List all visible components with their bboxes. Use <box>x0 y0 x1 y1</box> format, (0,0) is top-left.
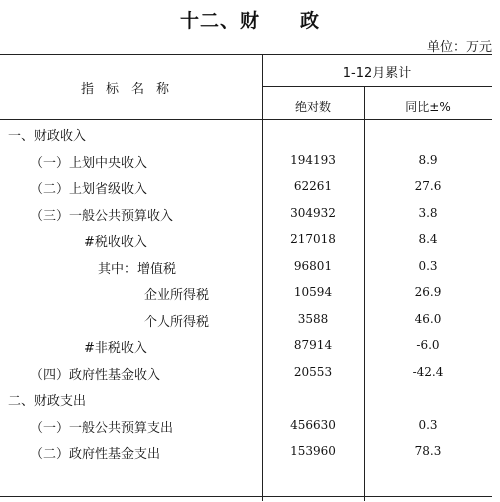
row-label: 二、财政支出 <box>8 394 87 409</box>
row-absolute: 87914 <box>293 338 333 352</box>
row-label: （一）一般公共预算支出 <box>30 420 174 436</box>
row-absolute: 10594 <box>293 285 333 299</box>
table-row <box>0 332 492 359</box>
row-absolute: 3588 <box>297 311 329 326</box>
row-absolute: 62261 <box>293 179 333 193</box>
row-absolute: 96801 <box>293 258 333 273</box>
row-absolute: 304932 <box>290 205 336 220</box>
row-label: （三）一般公共预算收入 <box>30 208 174 224</box>
row-yoy: 8.4 <box>418 232 438 246</box>
row-label: #税收收入 <box>84 235 147 250</box>
table-row <box>0 385 492 412</box>
table-row <box>0 173 492 200</box>
header-indicator-name: 指标名称 <box>80 82 181 97</box>
header-mid-rule <box>262 86 492 87</box>
row-label: 其中：增值税 <box>98 261 177 277</box>
row-yoy: 8.9 <box>418 152 438 167</box>
header-yoy: 同比±% <box>405 100 451 114</box>
table-row <box>0 226 492 253</box>
row-label: （四）政府性基金收入 <box>30 367 161 383</box>
row-label: #非税收入 <box>84 341 147 356</box>
unit-label: 单位：万元 <box>426 40 492 55</box>
row-absolute: 217018 <box>290 232 336 246</box>
table-bottom-rule <box>0 496 492 497</box>
row-absolute: 20553 <box>293 364 333 379</box>
table-row <box>0 147 492 174</box>
row-yoy: 0.3 <box>418 417 438 432</box>
row-label: （二）上划省级收入 <box>30 182 148 197</box>
row-yoy: 0.3 <box>418 258 438 273</box>
row-yoy: 26.9 <box>414 285 442 299</box>
table-row <box>0 200 492 227</box>
row-yoy: -42.4 <box>412 364 444 379</box>
row-absolute: 153960 <box>290 444 336 458</box>
row-yoy: 27.6 <box>414 179 442 193</box>
table-row <box>0 253 492 280</box>
row-label: （二）政府性基金支出 <box>30 447 161 462</box>
header-period: 1-12月累计 <box>342 66 412 81</box>
row-label: 一、财政收入 <box>8 129 87 144</box>
table-row <box>0 438 492 465</box>
row-yoy: -6.0 <box>416 338 440 352</box>
row-yoy: 3.8 <box>418 205 438 220</box>
row-label: 个人所得税 <box>144 314 210 330</box>
table-row <box>0 412 492 439</box>
row-absolute: 194193 <box>290 152 336 167</box>
header-absolute: 绝对数 <box>294 100 331 114</box>
row-absolute: 456630 <box>290 417 336 432</box>
table-row <box>0 359 492 386</box>
page-title: 十二、财 政 <box>179 10 320 32</box>
table-row <box>0 279 492 306</box>
row-yoy: 46.0 <box>414 311 442 326</box>
table-body <box>0 120 492 465</box>
row-yoy: 78.3 <box>414 444 442 458</box>
row-label: （一）上划中央收入 <box>30 155 148 171</box>
row-label: 企业所得税 <box>144 288 210 303</box>
table-top-rule <box>0 54 492 55</box>
table-row <box>0 306 492 333</box>
table-row <box>0 120 492 147</box>
